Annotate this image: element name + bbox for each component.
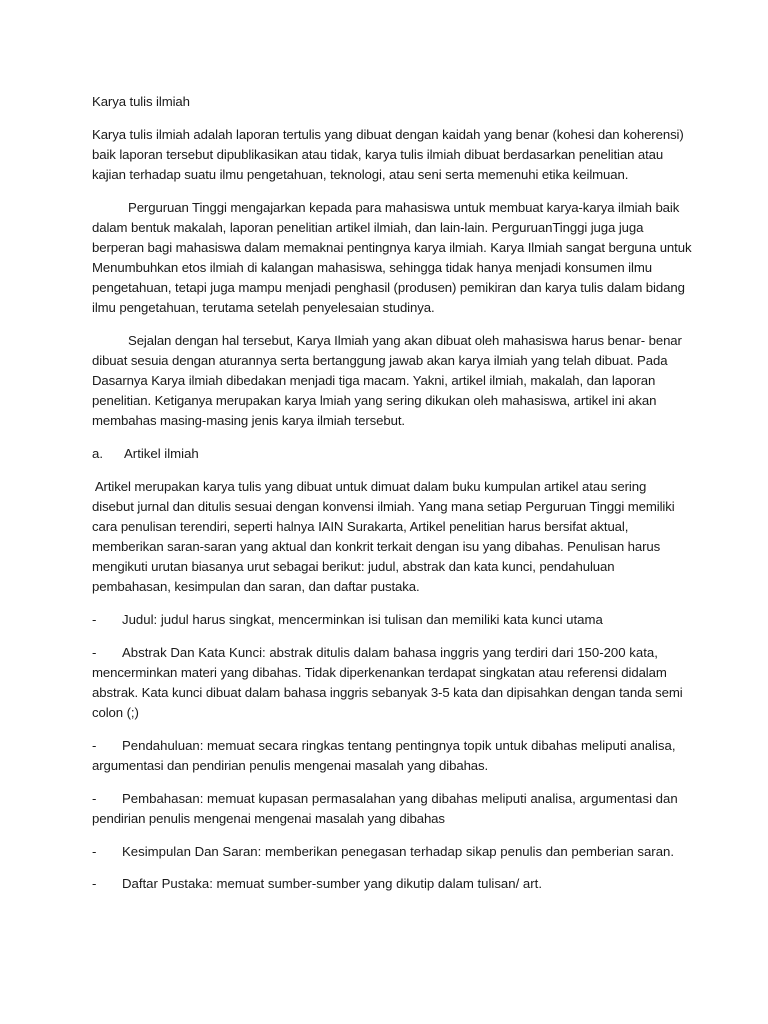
paragraph-line: Menumbuhkan etos ilmiah di kalangan mahasiswa, sehingga tidak hanya menjadi konsumen ilmu [92, 260, 652, 275]
bullet-line: abstrak. Kata kunci dibuat dalam bahasa inggris sebanyak 3-5 kata dan dipisahkan dengan tanda semi [92, 685, 683, 700]
bullet-line: Pembahasan: memuat kupasan permasalahan yang dibahas meliputi analisa, argumentasi dan [122, 791, 678, 806]
bullet-line: mencerminkan materi yang dibahas. Tidak diperkenankan terdapat singkatan atau referensi didalam [92, 665, 667, 680]
paragraph-sejalan [92, 331, 692, 431]
paragraph-line: dibuat sesuia dengan aturannya serta bertanggung jawab akan karya ilmiah yang telah dibuat. Pada [92, 353, 668, 368]
section-a-label: a. [92, 446, 103, 461]
paragraph-line: berperan bagi mahasiswa dalam memaknai pentingnya karya ilmiah. Karya Ilmiah sangat berguna untuk [92, 240, 692, 255]
paragraph-line: Artikel merupakan karya tulis yang dibuat untuk dimuat dalam buku kumpulan artikel atau sering [92, 479, 647, 494]
bullet-kesimpulan [122, 842, 682, 862]
paragraph-line: Sejalan dengan hal tersebut, Karya Ilmiah yang akan dibuat oleh mahasiswa harus benar- benar [128, 333, 682, 348]
bullet-pendahuluan-continued [92, 756, 692, 776]
bullet-daftar-pustaka [122, 874, 682, 894]
paragraph-line: Karya tulis ilmiah adalah laporan tertulis yang dibuat dengan kaidah yang benar (kohesi dan koherensi) [92, 127, 684, 142]
bullet-line: Daftar Pustaka: memuat sumber-sumber yang dikutip dalam tulisan/ art. [122, 876, 542, 891]
bullet-dash: - [92, 738, 97, 753]
paragraph-line: pembahasan, kesimpulan dan saran, dan daftar pustaka. [92, 579, 420, 594]
paragraph-line: mengikuti urutan biasanya urut sebagai berikut: judul, abstrak dan kata kunci, pendahuluan [92, 559, 615, 574]
bullet-dash: - [92, 645, 97, 660]
bullet-dash: - [92, 876, 97, 891]
bullet-dash: - [92, 612, 97, 627]
bullet-line: Kesimpulan Dan Saran: memberikan penegasan terhadap sikap penulis dan pemberian saran. [122, 844, 675, 859]
paragraph-perguruan-tinggi [92, 198, 692, 318]
bullet-line: colon (;) [92, 705, 139, 720]
paragraph-line: ilmu pengetahuan, terutama setelah penyelesaian studinya. [92, 300, 435, 315]
bullet-line: Abstrak Dan Kata Kunci: abstrak ditulis dalam bahasa inggris yang terdiri dari 150-200 kata, [122, 645, 658, 660]
paragraph-line: Perguruan Tinggi mengajarkan kepada para mahasiswa untuk membuat karya-karya ilmiah baik [128, 200, 680, 215]
bullet-line: pendirian penulis mengenai mengenai masalah yang dibahas [92, 811, 445, 826]
paragraph-line: pengetahuan, tetapi juga mampu menjadi penghasil (produsen) pemikiran dan karya tulis dalam bidang [92, 280, 685, 295]
paragraph-line: disebut jurnal dan ditulis sesuai dengan konvensi ilmiah. Yang mana setiap Perguruan Tinggi memiliki [92, 499, 675, 514]
paragraph-line: kajian terhadap suatu ilmu pengetahuan, teknologi, atau seni serta memenuhi etika keilmuan. [92, 167, 629, 182]
paragraph-line: dalam bentuk makalah, laporan penelitian artikel ilmiah, dan lain-lain. PerguruanTinggi juga juga [92, 220, 644, 235]
bullet-abstrak-continued [92, 663, 692, 723]
paragraph-line: Dasarnya Karya ilmiah dibedakan menjadi tiga macam. Yakni, artikel ilmiah, makalah, dan laporan [92, 373, 656, 388]
section-a-title: Artikel ilmiah [124, 446, 199, 461]
document-title: Karya tulis ilmiah [92, 94, 190, 109]
bullet-line: Pendahuluan: memuat secara ringkas tentang pentingnya topik untuk dibahas meliputi analisa, [122, 738, 676, 753]
paragraph-line: baik laporan tersebut dipublikasikan atau tidak, karya tulis ilmiah dibuat berdasarkan penelitian atau [92, 147, 664, 162]
paragraph-line: memberikan saran-saran yang aktual dan konkrit terkait dengan isu yang dibahas. Penulisan harus [92, 539, 661, 554]
paragraph-line: cara penulisan terendiri, seperti halnya IAIN Surakarta, Artikel penelitian harus bersifat aktual, [92, 519, 629, 534]
paragraph-line: penelitian. Ketiganya merupakan karya lmiah yang sering dikukan oleh mahasiswa, artikel ini akan [92, 393, 657, 408]
intro-paragraph [92, 125, 692, 185]
bullet-judul [122, 610, 682, 630]
bullet-dash: - [92, 791, 97, 806]
bullet-line: argumentasi dan pendirian penulis mengenai masalah yang dibahas. [92, 758, 489, 773]
paragraph-line: membahas masing-masing jenis karya ilmiah tersebut. [92, 413, 405, 428]
bullet-pembahasan [122, 789, 682, 809]
bullet-pendahuluan [122, 736, 682, 756]
paragraph-artikel [92, 477, 692, 597]
bullet-line: Judul: judul harus singkat, mencerminkan isi tulisan dan memiliki kata kunci utama [122, 612, 603, 627]
bullet-dash: - [92, 844, 97, 859]
bullet-abstrak [122, 643, 682, 663]
bullet-pembahasan-continued [92, 809, 692, 829]
